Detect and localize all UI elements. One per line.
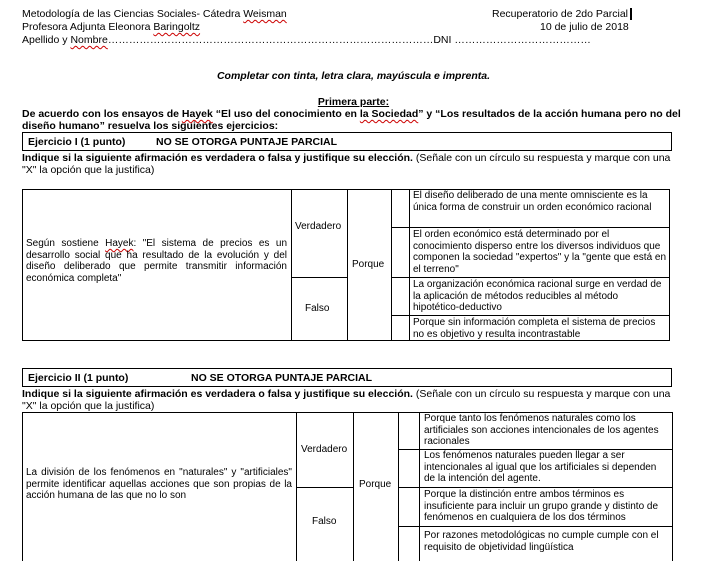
exercise-2-checkbox-3[interactable]: [398, 488, 419, 526]
student-name-label: Nombre: [70, 34, 108, 46]
part-intro-line1: De acuerdo con los ensayos de Hayek “El uso del conocimiento en la Sociedad” y “Los resultados de la acción humana pero no del: [22, 108, 681, 120]
exercise-2-true-option[interactable]: Verdadero: [301, 444, 348, 455]
exercise-1-because-label: Porque: [352, 259, 385, 270]
exercise-2-checkbox-4[interactable]: [398, 527, 419, 561]
exercise-2-because-label: Porque: [359, 479, 392, 490]
course-line: Metodología de las Ciencias Sociales- Cátedra Weisman: [22, 8, 287, 20]
exercise-2-checkbox-1[interactable]: [398, 413, 419, 449]
exercise-1-option-3: La organización económica racional surge en verdad de la aplicación de métodos reducibles al método hipotético-deductivo: [413, 279, 662, 313]
student-line: Apellido y Nombre…………………………………………………………………………………DNI …………………………………: [22, 34, 591, 46]
exam-date: 10 de julio de 2018: [540, 21, 629, 33]
exercise-1-checkbox-3[interactable]: [391, 278, 409, 315]
exercise-1-true-option[interactable]: Verdadero: [295, 221, 342, 232]
exercise-2-option-2: Los fenómenos naturales pueden llegar a ser intencionales al igual que los artificiales si dependen de la intención del agente.: [424, 450, 657, 484]
exercise-2-note: NO SE OTORGA PUNTAJE PARCIAL: [191, 372, 373, 384]
exercise-1-title: Ejercicio I (1 punto): [28, 136, 126, 148]
exercise-1-option-4: Porque sin información completa el sistema de precios no es objetivo y resulta incontrastable: [413, 317, 656, 340]
exercise-2-option-3: Porque la distinción entre ambos términos es insuficiente para incluir un grupo grande y distinto de fenómenos en cualquiera de los dos términos: [424, 489, 659, 523]
part-title: Primera parte:: [317, 96, 390, 108]
professor-name: Baringoltz: [153, 21, 201, 33]
exercise-2-option-1: Porque tanto los fenómenos naturales como los artificiales son acciones intencionales de los agentes racionales: [424, 413, 659, 447]
exercise-1-checkbox-1[interactable]: [391, 190, 409, 227]
exercise-2-header: [22, 368, 672, 387]
instructions: Completar con tinta, letra clara, mayúscula e imprenta.: [216, 70, 491, 82]
exercise-1-option-1: El diseño deliberado de una mente omnisciente es la única forma de construir un orden económico racional: [413, 190, 652, 213]
exercise-1-statement: Según sostiene Hayek: "El sistema de precios es un desarrollo social que ha resultado de la evolución y del diseño deliberado que permite transmitir información económica completa": [26, 238, 288, 284]
professor-line: Profesora Adjunta Eleonora Baringoltz: [22, 21, 201, 33]
exercise-2-false-option[interactable]: Falso: [312, 516, 337, 527]
exercise-1-prompt-line2: "X" la opción que la justifica): [22, 164, 155, 176]
exercise-2-statement: La división de los fenómenos en "naturales" y "artificiales" permite identificar aquellas acciones que son propias de la acción humana de las que no lo son: [26, 467, 292, 501]
exercise-2-prompt-line2: "X" la opción que la justifica): [22, 400, 155, 412]
exercise-2-prompt: Indique si la siguiente afirmación es verdadera o falsa y justifique su elección. (Señale con un círculo su respuesta y marque con una: [22, 388, 671, 400]
exercise-1-false-option[interactable]: Falso: [305, 303, 330, 314]
chair-name: Weisman: [243, 8, 287, 20]
part-intro-line2: diseño humano” resuelva los siguientes ejercicios:: [22, 120, 279, 132]
exercise-2-option-4: Por razones metodológicas no cumple cumple con el requisito de objetividad lingüística: [424, 530, 659, 553]
exercise-1-note: NO SE OTORGA PUNTAJE PARCIAL: [156, 136, 338, 148]
text-cursor: [630, 8, 632, 20]
exercise-1-option-2: El orden económico está determinado por el conocimiento disperso entre los diversos individuos que componen la sociedad "expertos" y la "gente que está en el terreno": [413, 229, 667, 275]
exercise-2-checkbox-2[interactable]: [398, 450, 419, 487]
exercise-2-title: Ejercicio II (1 punto): [28, 372, 129, 384]
exam-title: Recuperatorio de 2do Parcial: [492, 8, 632, 20]
exercise-1-header: [22, 132, 672, 151]
exercise-1-checkbox-2[interactable]: [391, 228, 409, 277]
exercise-1-prompt: Indique si la siguiente afirmación es verdadera o falsa y justifique su elección. (Señale con un círculo su respuesta y marque con una: [22, 152, 671, 164]
exercise-1-checkbox-4[interactable]: [391, 316, 409, 341]
